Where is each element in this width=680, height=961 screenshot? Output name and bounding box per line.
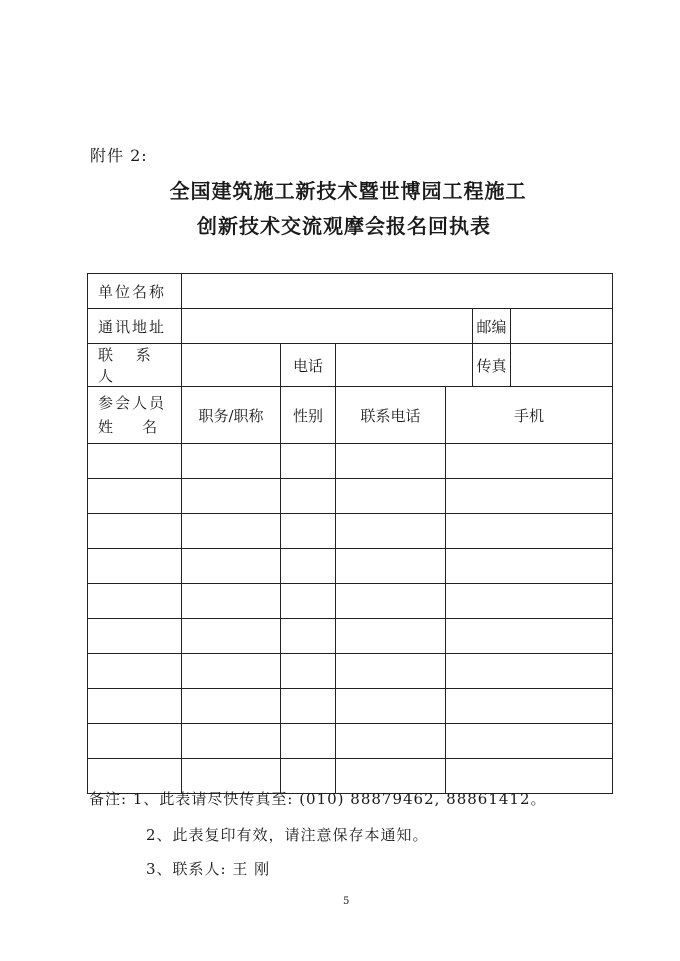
note-copy: 2、此表复印有效，请注意保存本通知。 — [146, 826, 429, 844]
name-cell[interactable] — [88, 444, 182, 479]
gender-cell[interactable] — [281, 514, 336, 549]
postcode-label: 邮编 — [473, 309, 511, 344]
note-fax: 备注: 1、此表请尽快传真至: (010) 88879462, 88861412。 — [89, 790, 547, 808]
mobile-header: 手机 — [446, 387, 613, 444]
fax-field[interactable] — [511, 344, 613, 387]
contact-phone-cell[interactable] — [336, 514, 446, 549]
contact-phone-cell[interactable] — [336, 444, 446, 479]
table-row — [88, 724, 613, 759]
table-row — [88, 514, 613, 549]
position-cell[interactable] — [182, 584, 281, 619]
postcode-field[interactable] — [511, 309, 613, 344]
mobile-cell[interactable] — [446, 689, 613, 724]
contact-person-field[interactable] — [182, 344, 281, 387]
mobile-cell[interactable] — [446, 549, 613, 584]
table-row — [88, 619, 613, 654]
name-cell[interactable] — [88, 654, 182, 689]
gender-header: 性别 — [281, 387, 336, 444]
unit-name-label: 单位名称 — [88, 274, 182, 309]
position-cell[interactable] — [182, 654, 281, 689]
gender-cell[interactable] — [281, 549, 336, 584]
contact-phone-cell[interactable] — [336, 689, 446, 724]
position-cell[interactable] — [182, 514, 281, 549]
page-number: 5 — [343, 896, 350, 907]
contact-phone-cell[interactable] — [336, 724, 446, 759]
table-row — [88, 689, 613, 724]
unit-name-row — [88, 274, 613, 309]
gender-cell[interactable] — [281, 689, 336, 724]
table-row — [88, 549, 613, 584]
mobile-cell[interactable] — [446, 619, 613, 654]
attachment-label: 附件 2: — [90, 146, 148, 165]
address-label: 通讯地址 — [88, 309, 182, 344]
gender-cell[interactable] — [281, 479, 336, 514]
contact-person-label: 联 系 人 — [88, 344, 182, 387]
name-cell[interactable] — [88, 584, 182, 619]
attendee-header-line2: 姓 名 — [98, 418, 160, 436]
document-title-line2: 创新技术交流观摩会报名回执表 — [197, 214, 491, 238]
table-row — [88, 584, 613, 619]
table-row — [88, 479, 613, 514]
position-cell[interactable] — [182, 444, 281, 479]
mobile-cell[interactable] — [446, 584, 613, 619]
contact-phone-cell[interactable] — [336, 479, 446, 514]
name-cell[interactable] — [88, 689, 182, 724]
contact-phone-cell[interactable] — [336, 619, 446, 654]
contact-row — [88, 344, 613, 387]
position-cell[interactable] — [182, 619, 281, 654]
position-cell[interactable] — [182, 724, 281, 759]
name-cell[interactable] — [88, 724, 182, 759]
position-header: 职务/职称 — [182, 387, 281, 444]
address-field[interactable] — [182, 309, 473, 344]
contact-phone-cell[interactable] — [336, 584, 446, 619]
phone-label: 电话 — [281, 344, 336, 387]
gender-cell[interactable] — [281, 654, 336, 689]
table-row — [88, 444, 613, 479]
address-row — [88, 309, 613, 344]
gender-cell[interactable] — [281, 724, 336, 759]
gender-cell[interactable] — [281, 584, 336, 619]
registration-form-table — [87, 273, 613, 794]
position-cell[interactable] — [182, 689, 281, 724]
mobile-cell[interactable] — [446, 514, 613, 549]
document-title-line1: 全国建筑施工新技术暨世博园工程施工 — [169, 179, 527, 203]
contact-phone-cell[interactable] — [336, 549, 446, 584]
mobile-cell[interactable] — [446, 479, 613, 514]
name-cell[interactable] — [88, 619, 182, 654]
mobile-cell[interactable] — [446, 724, 613, 759]
note-contact: 3、联系人: 王 刚 — [146, 860, 271, 878]
gender-cell[interactable] — [281, 444, 336, 479]
phone-field[interactable] — [336, 344, 473, 387]
position-cell[interactable] — [182, 549, 281, 584]
fax-label: 传真 — [473, 344, 511, 387]
gender-cell[interactable] — [281, 619, 336, 654]
name-cell[interactable] — [88, 514, 182, 549]
unit-name-field[interactable] — [182, 274, 613, 309]
mobile-cell[interactable] — [446, 444, 613, 479]
name-cell[interactable] — [88, 549, 182, 584]
attendee-header-line1: 参会人员 — [98, 394, 167, 412]
name-cell[interactable] — [88, 479, 182, 514]
attendee-name-header — [88, 387, 182, 444]
position-cell[interactable] — [182, 479, 281, 514]
contact-phone-header: 联系电话 — [336, 387, 446, 444]
contact-phone-cell[interactable] — [336, 654, 446, 689]
mobile-cell[interactable] — [446, 654, 613, 689]
table-row — [88, 654, 613, 689]
attendee-header-row — [88, 387, 613, 444]
